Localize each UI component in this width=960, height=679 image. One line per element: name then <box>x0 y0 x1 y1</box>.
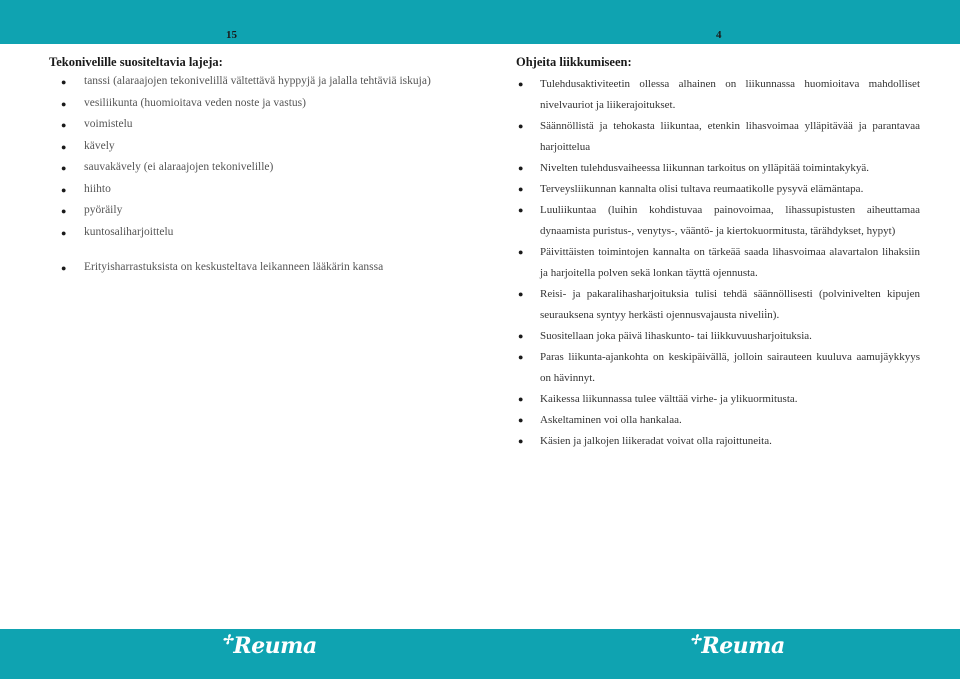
bullet-icon: ● <box>518 247 524 257</box>
bullet-icon: ● <box>518 436 524 446</box>
bullet-icon: ● <box>61 184 67 195</box>
bullet-icon: ● <box>61 206 67 216</box>
bullet-icon: ● <box>518 394 524 404</box>
list-item: ● Käsien ja jalkojen liikeradat voivat olla rajoittuneita. <box>516 431 920 452</box>
advice-list <box>516 74 920 452</box>
bullet-icon: ● <box>518 289 524 299</box>
bullet-icon: ● <box>518 79 524 89</box>
list-item: ● kävely <box>49 136 469 158</box>
bullet-icon: ● <box>61 98 67 109</box>
bullet-icon: ● <box>61 120 67 130</box>
list-item: ● Luuliikuntaa (luihin kohdistuvaa painovoimaa, lihassupistusten aiheuttamaa dynaamista puristus-, venytys-, vääntö- ja kiertokuormitusta, tärähdykset, hypyt) <box>516 200 920 242</box>
right-page-number: 4 <box>716 29 722 41</box>
right-heading: Ohjeita liikkumiseen: <box>516 55 632 69</box>
logo-mark-icon: ✢ <box>690 633 701 648</box>
list-item: ● hiihto <box>49 179 469 201</box>
bullet-icon: ● <box>61 227 67 238</box>
right-page <box>516 54 920 452</box>
bullet-icon: ● <box>61 163 67 173</box>
bullet-icon: ● <box>61 263 67 273</box>
left-heading: Tekonivelille suositeltavia lajeja: <box>49 55 223 69</box>
bullet-icon: ● <box>518 205 524 215</box>
reuma-logo-right: ✢Reuma <box>690 633 785 659</box>
list-item: ● sauvakävely (ei alaraajojen tekonivelille) <box>49 157 469 179</box>
sport-list <box>49 71 469 243</box>
bullet-icon: ● <box>518 331 524 341</box>
list-item: ● Päivittäisten toimintojen kannalta on tärkeää saada lihasvoimaa alavartalon lihaksiin ja harjoitella polven sekä lonkan täyttä ojennusta. <box>516 242 920 284</box>
bullet-icon: ● <box>518 352 524 362</box>
top-band <box>0 0 960 44</box>
bullet-icon: ● <box>518 415 524 425</box>
list-item: ● Suositellaan joka päivä lihaskunto- tai liikkuvuusharjoituksia. <box>516 326 920 347</box>
reuma-logo-left: ✢Reuma <box>222 633 317 659</box>
list-item: ● Reisi- ja pakaralihasharjoituksia tulisi tehdä säännöllisesti (polvinivelten kipujen seurauksena syntyy herkästi ojennusvajausta nivelii̇n). <box>516 284 920 326</box>
logo-mark-icon: ✢ <box>222 633 233 648</box>
list-item: ● tanssi (alaraajojen tekonivelillä vältettävä hyppyjä ja jalalla tehtäviä iskuja) <box>49 71 469 93</box>
bullet-icon: ● <box>518 163 524 173</box>
bullet-icon: ● <box>61 77 67 87</box>
list-item: ● vesiliikunta (huomioitava veden noste ja vastus) <box>49 93 469 115</box>
bottom-band <box>0 629 960 679</box>
list-item: ● Askeltaminen voi olla hankalaa. <box>516 410 920 431</box>
list-item: ● voimistelu <box>49 114 469 136</box>
list-item: ● Paras liikunta-ajankohta on keskipäivällä, jolloin sairauteen kuuluva aamujäykkyys on hävinnyt. <box>516 347 920 389</box>
list-item: ● Nivelten tulehdusvaiheessa liikunnan tarkoitus on ylläpitää toimintakykyä. <box>516 158 920 179</box>
list-item: ● Terveysliikunnan kannalta olisi tultava reumaatikolle pysyvä elämäntapa. <box>516 179 920 200</box>
list-item: ● Tulehdusaktiviteetin ollessa alhainen on liikunnassa huomioitava mahdolliset nivelvauriot ja liikerajoitukset. <box>516 74 920 116</box>
list-item: ● kuntosaliharjoittelu <box>49 222 469 244</box>
list-item: ● Säännöllistä ja tehokasta liikuntaa, etenkin lihasvoimaa ylläpitävää ja parantavaa harjoittelua <box>516 116 920 158</box>
bullet-icon: ● <box>518 121 524 131</box>
bullet-icon: ● <box>518 184 524 194</box>
left-page <box>49 54 469 279</box>
list-item: ● Erityisharrastuksista on keskusteltava leikanneen lääkärin kanssa <box>49 257 469 279</box>
bullet-icon: ● <box>61 141 67 152</box>
extra-list <box>49 257 469 279</box>
left-page-number: 15 <box>226 29 237 41</box>
list-item: ● Kaikessa liikunnassa tulee välttää virhe- ja ylikuormitusta. <box>516 389 920 410</box>
list-item: ● pyöräily <box>49 200 469 222</box>
